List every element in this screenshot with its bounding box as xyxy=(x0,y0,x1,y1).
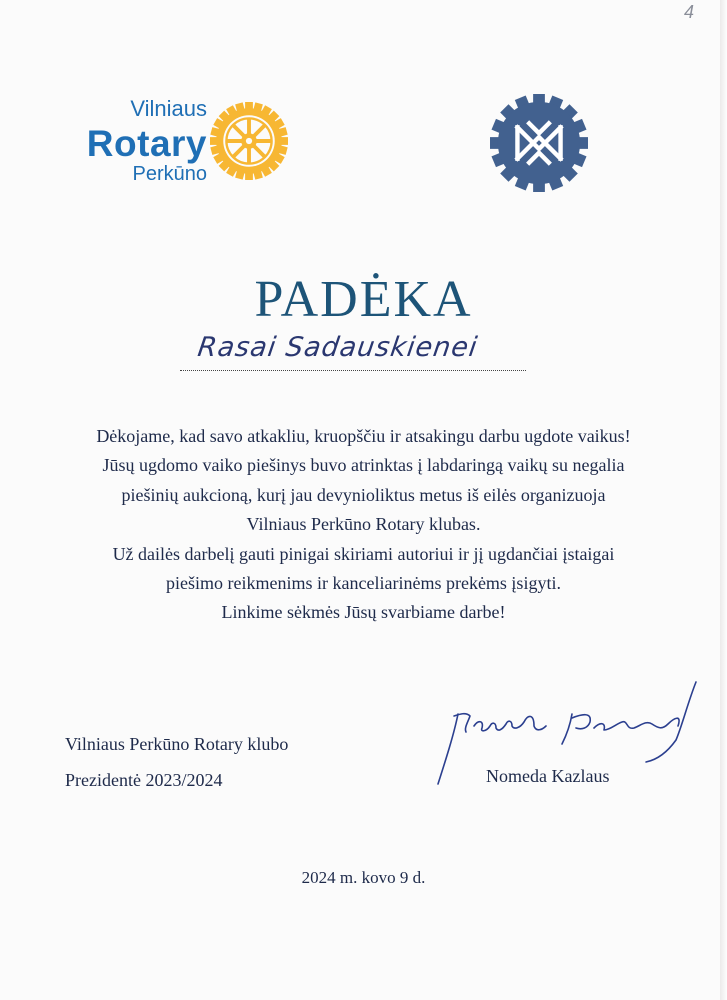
signatory-organization: Vilniaus Perkūno Rotary klubo xyxy=(65,734,289,754)
signatory-role: Prezidentė 2023/2024 xyxy=(65,770,223,790)
certificate-title: PADĖKA xyxy=(254,271,473,328)
vilniaus-rotary-perkuno-logo xyxy=(72,96,292,186)
logo-line-vilniaus: Vilniaus xyxy=(130,96,207,121)
page-number-handwritten: 4 xyxy=(684,2,695,22)
rotary-wheel-icon xyxy=(210,102,288,180)
message-line: Už dailės darbelį gauti pinigai skiriami autoriui ir jį ugdančiai įstaigai xyxy=(112,543,615,564)
signatory-name: Nomeda Kazlaus xyxy=(486,766,610,786)
message-line: piešimo reikmenims ir kanceliarinėms prekėms įsigyti. xyxy=(166,573,561,594)
logo-line-rotary: Rotary xyxy=(86,123,207,164)
signatory-details xyxy=(65,726,288,798)
thank-you-message xyxy=(40,422,687,628)
logo-line-perkuno: Perkūno xyxy=(132,163,207,185)
message-line: Dėkojame, kad savo atkakliu, kruopščiu ir atsakingu darbu ugdote vaikus! xyxy=(96,426,631,446)
gear-emblem-icon xyxy=(490,94,588,192)
message-line: Jūsų ugdomo vaiko piešinys buvo atrinktas į labdaringą vaikų su negalia xyxy=(102,455,625,476)
message-line: Linkime sėkmės Jūsų svarbiame darbe! xyxy=(221,602,506,623)
recipient-name-handwritten: Rasai Sadauskienei xyxy=(195,332,480,363)
page-edge-shadow xyxy=(720,0,727,1000)
message-line: piešinių aukcioną, kurį jau devynioliktus metus iš eilės organizuoja xyxy=(121,484,606,505)
recipient-dotted-line xyxy=(180,370,526,371)
message-line: Vilniaus Perkūno Rotary klubas. xyxy=(246,514,481,535)
issue-date: 2024 m. kovo 9 d. xyxy=(301,868,426,887)
